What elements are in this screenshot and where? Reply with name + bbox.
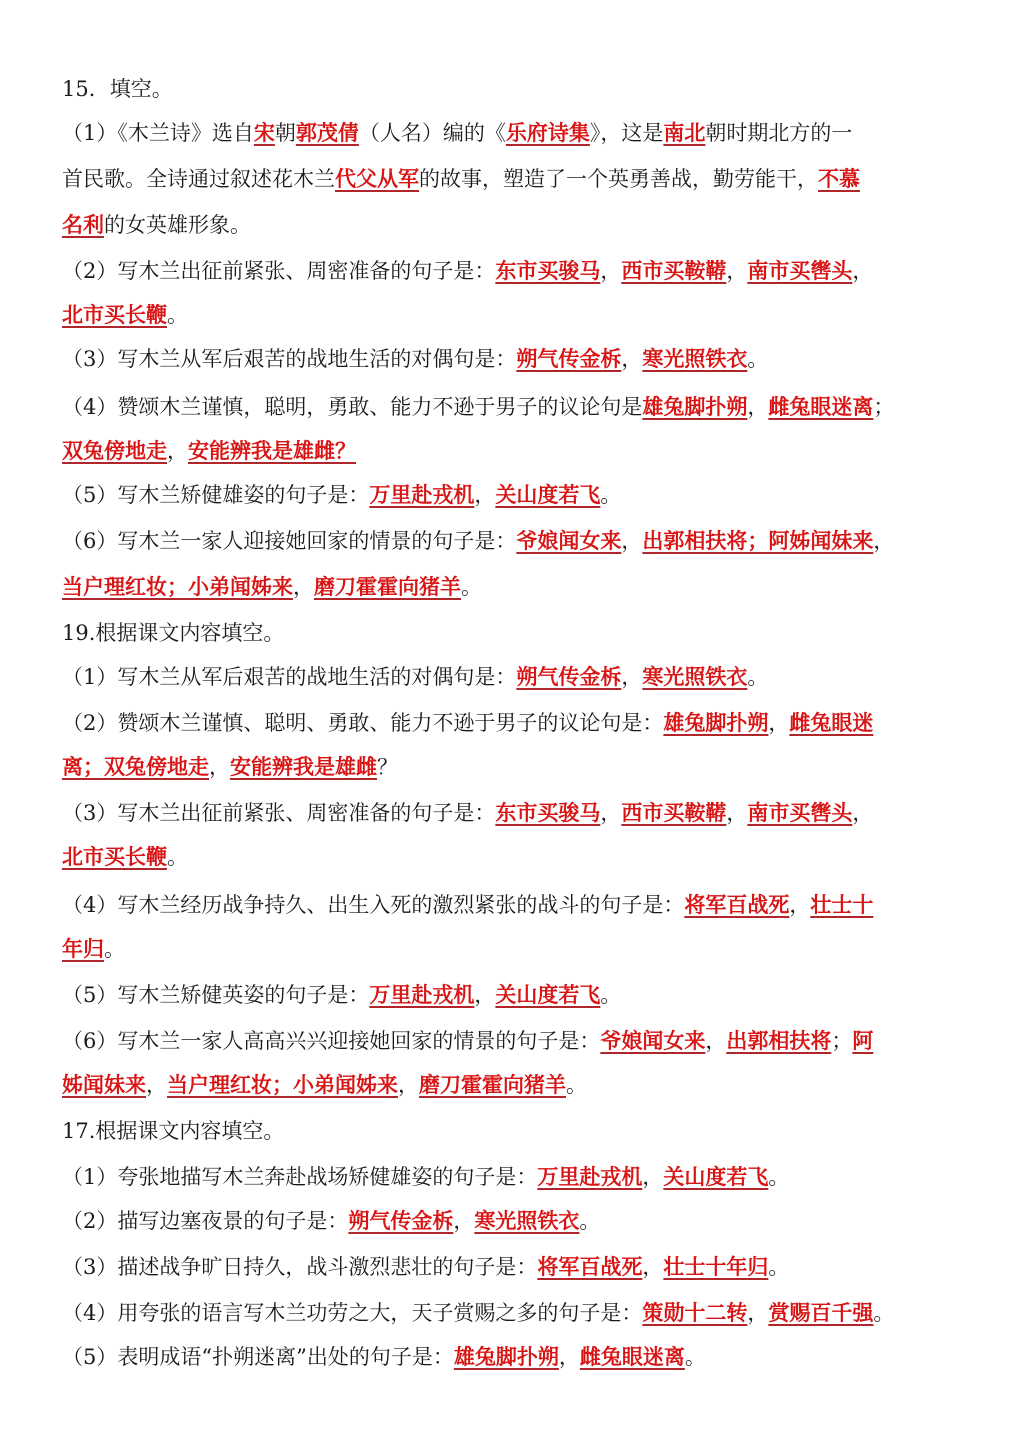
text-line: [62, 890, 992, 920]
text-line: [62, 480, 992, 510]
question-text: （2）写木兰出征前紧张、周密准备的句子是：: [62, 259, 496, 283]
question-text: 。: [873, 1301, 895, 1325]
answer-text: 出郭相扶将: [726, 1028, 832, 1053]
answer-text: 赏赐百千强: [768, 1300, 874, 1325]
question-text: （人名）编的《: [358, 121, 506, 145]
answer-text: 壮士十年归: [663, 1254, 769, 1279]
answer-text: 郭茂倩: [295, 120, 359, 145]
question-text: （1）写木兰从军后艰苦的战地生活的对偶句是：: [62, 665, 517, 689]
question-text: ，: [747, 395, 769, 419]
answer-text: 雄兔脚扑朔: [663, 710, 769, 735]
question-text: ，: [789, 893, 811, 917]
text-line: [62, 1162, 992, 1192]
text-line: [62, 1026, 992, 1056]
question-text: 。: [461, 575, 482, 599]
question-text: 。: [167, 845, 188, 869]
answer-text: 关山度若飞: [495, 482, 601, 507]
question-text: ，: [642, 1165, 664, 1189]
question-text: （3）写木兰出征前紧张、周密准备的句子是：: [62, 801, 496, 825]
answer-text: 雄兔脚扑朔: [642, 394, 748, 419]
question-text: ，: [167, 439, 188, 463]
question-text: 。: [747, 347, 769, 371]
answer-text: 当户理红妆；小弟闻姊来: [167, 1072, 398, 1097]
answer-text: 万里赴戎机: [369, 482, 475, 507]
answer-text: 出郭相扶将；阿姊闻妹来: [642, 528, 874, 553]
answer-text: 关山度若飞: [663, 1164, 769, 1189]
section-heading: [62, 618, 992, 648]
answer-text: 代父从军: [335, 166, 419, 191]
question-text: 首民歌。全诗通过叙述花木兰: [62, 167, 335, 191]
answer-text: 寒光照铁衣: [642, 346, 748, 371]
question-text: 。: [747, 665, 769, 689]
question-text: 。: [600, 983, 622, 1007]
answer-text: 东市买骏马: [495, 800, 601, 825]
question-text: 。: [104, 937, 125, 961]
question-text: ；: [831, 1029, 853, 1053]
answer-text: 不慕: [818, 166, 860, 191]
question-text: （2）描写边塞夜景的句子是：: [62, 1209, 349, 1233]
answer-text: 寒光照铁衣: [474, 1208, 580, 1233]
question-text: ，: [293, 575, 314, 599]
question-text: （1）《木兰诗》选自: [62, 121, 254, 145]
question-text: （4）写木兰经历战争持久、出生入死的激烈紧张的战斗的句子是：: [62, 893, 685, 917]
question-text: （4）赞颂木兰谨慎，聪明，勇敢、能力不逊于男子的议论句是: [62, 395, 643, 419]
question-text: 19.根据课文内容填空。: [62, 621, 285, 645]
text-line: [62, 798, 992, 828]
answer-text: 南市买辔头: [747, 258, 853, 283]
question-text: ，: [600, 259, 622, 283]
answer-text: 乐府诗集: [505, 120, 590, 145]
question-text: 。: [579, 1209, 601, 1233]
question-text: ，: [453, 1209, 475, 1233]
text-line: [62, 934, 992, 964]
answer-text: 朔气传金柝: [348, 1208, 454, 1233]
answer-text: 南市买辔头: [747, 800, 853, 825]
section-heading: [62, 74, 992, 104]
answer-text: 南北: [663, 120, 706, 145]
answer-text: 北市买长鞭: [62, 844, 167, 869]
answer-text: 阿: [852, 1028, 874, 1053]
answer-text: 雌兔眼迷离: [579, 1344, 685, 1369]
text-line: [62, 1206, 992, 1236]
text-line: [62, 1342, 992, 1372]
question-text: ，: [600, 801, 622, 825]
answer-text: 名利: [62, 212, 104, 237]
answer-text: 爷娘闻女来: [600, 1028, 706, 1053]
answer-text: 朔气传金柝: [516, 664, 622, 689]
question-text: 》，这是: [589, 121, 664, 145]
question-text: ，: [726, 801, 748, 825]
question-text: （5）表明成语“扑朔迷离”出处的句子是：: [62, 1345, 454, 1369]
question-text: 。: [600, 483, 622, 507]
question-text: （5）写木兰矫健英姿的句子是：: [62, 983, 370, 1007]
answer-text: 朔气传金柝: [516, 346, 622, 371]
answer-text: 万里赴戎机: [537, 1164, 643, 1189]
text-line: [62, 210, 992, 240]
answer-text: 将军百战死: [684, 892, 790, 917]
answer-text: 雄兔脚扑朔: [453, 1344, 559, 1369]
question-text: 的故事，塑造了一个英勇善战，勤劳能干，: [419, 167, 818, 191]
answer-text: 雌兔眼迷: [789, 710, 874, 735]
text-line: [62, 842, 992, 872]
question-text: ，: [209, 755, 230, 779]
question-text: ，: [474, 983, 496, 1007]
answer-text: 离；双兔傍地走: [62, 754, 209, 779]
question-text: ，: [621, 665, 643, 689]
question-text: （2）赞颂木兰谨慎、聪明、勇敢、能力不逊于男子的议论句是：: [62, 711, 664, 735]
question-text: ，: [705, 1029, 727, 1053]
text-line: [62, 526, 992, 556]
question-text: ，: [873, 529, 895, 553]
answer-text: 西市买鞍鞯: [621, 800, 727, 825]
text-line: [62, 1298, 992, 1328]
answer-text: 万里赴戎机: [369, 982, 475, 1007]
question-text: 朝时期北方的一: [705, 121, 853, 145]
question-text: 15．填空。: [62, 77, 173, 101]
question-text: 朝: [274, 121, 296, 145]
question-text: 的女英雄形象。: [104, 213, 251, 237]
question-text: ，: [558, 1345, 580, 1369]
question-text: （3）描述战争旷日持久，战斗激烈悲壮的句子是：: [62, 1255, 538, 1279]
question-text: ？: [377, 755, 398, 779]
text-line: [62, 1252, 992, 1282]
text-line: [62, 300, 992, 330]
question-text: ，: [852, 259, 874, 283]
question-text: （6）写木兰一家人高高兴兴迎接她回家的情景的句子是：: [62, 1029, 601, 1053]
question-text: ，: [621, 529, 643, 553]
text-line: [62, 344, 992, 374]
text-line: [62, 980, 992, 1010]
question-text: 。: [768, 1255, 790, 1279]
text-line: [62, 118, 992, 148]
answer-text: 壮士十: [810, 892, 874, 917]
question-text: ，: [642, 1255, 664, 1279]
text-line: [62, 392, 992, 422]
answer-text: 将军百战死: [537, 1254, 643, 1279]
answer-text: 寒光照铁衣: [642, 664, 748, 689]
answer-text: 安能辨我是雄雌: [230, 754, 377, 779]
question-text: ，: [747, 1301, 769, 1325]
answer-text: 北市买长鞭: [62, 302, 167, 327]
answer-text: 磨刀霍霍向猪羊: [419, 1072, 566, 1097]
answer-text: 东市买骏马: [495, 258, 601, 283]
text-line: [62, 662, 992, 692]
text-line: [62, 1070, 992, 1100]
answer-text: 西市买鞍鞯: [621, 258, 727, 283]
answer-text: 关山度若飞: [495, 982, 601, 1007]
text-line: [62, 256, 992, 286]
text-line: [62, 572, 992, 602]
section-heading: [62, 1116, 992, 1146]
text-line: [62, 164, 992, 194]
answer-text: 安能辨我是雄雌？: [188, 438, 356, 463]
question-text: ，: [621, 347, 643, 371]
text-line: [62, 436, 992, 466]
answer-text: 双兔傍地走: [62, 438, 167, 463]
answer-text: 当户理红妆；小弟闻姊来: [62, 574, 293, 599]
answer-text: 姊闻妹来: [62, 1072, 146, 1097]
question-text: 。: [167, 303, 188, 327]
question-text: ，: [726, 259, 748, 283]
question-text: 。: [768, 1165, 790, 1189]
question-text: 。: [684, 1345, 706, 1369]
question-text: ，: [398, 1073, 419, 1097]
answer-text: 爷娘闻女来: [516, 528, 622, 553]
answer-text: 磨刀霍霍向猪羊: [314, 574, 461, 599]
answer-text: 策勋十二转: [642, 1300, 748, 1325]
question-text: （3）写木兰从军后艰苦的战地生活的对偶句是：: [62, 347, 517, 371]
question-text: （6）写木兰一家人迎接她回家的情景的句子是：: [62, 529, 517, 553]
text-line: [62, 708, 992, 738]
question-text: （5）写木兰矫健雄姿的句子是：: [62, 483, 370, 507]
answer-text: 雌兔眼迷离: [768, 394, 874, 419]
question-text: ，: [768, 711, 790, 735]
question-text: ，: [852, 801, 874, 825]
question-text: （1）夸张地描写木兰奔赴战场矫健雄姿的句子是：: [62, 1165, 538, 1189]
question-text: ；: [873, 395, 895, 419]
question-text: 。: [566, 1073, 587, 1097]
answer-text: 年归: [62, 936, 104, 961]
question-text: ，: [474, 483, 496, 507]
question-text: ，: [146, 1073, 167, 1097]
question-text: （4）用夸张的语言写木兰功劳之大，天子赏赐之多的句子是：: [62, 1301, 643, 1325]
question-text: 17.根据课文内容填空。: [62, 1119, 285, 1143]
text-line: [62, 752, 992, 782]
answer-text: 宋: [253, 120, 275, 145]
